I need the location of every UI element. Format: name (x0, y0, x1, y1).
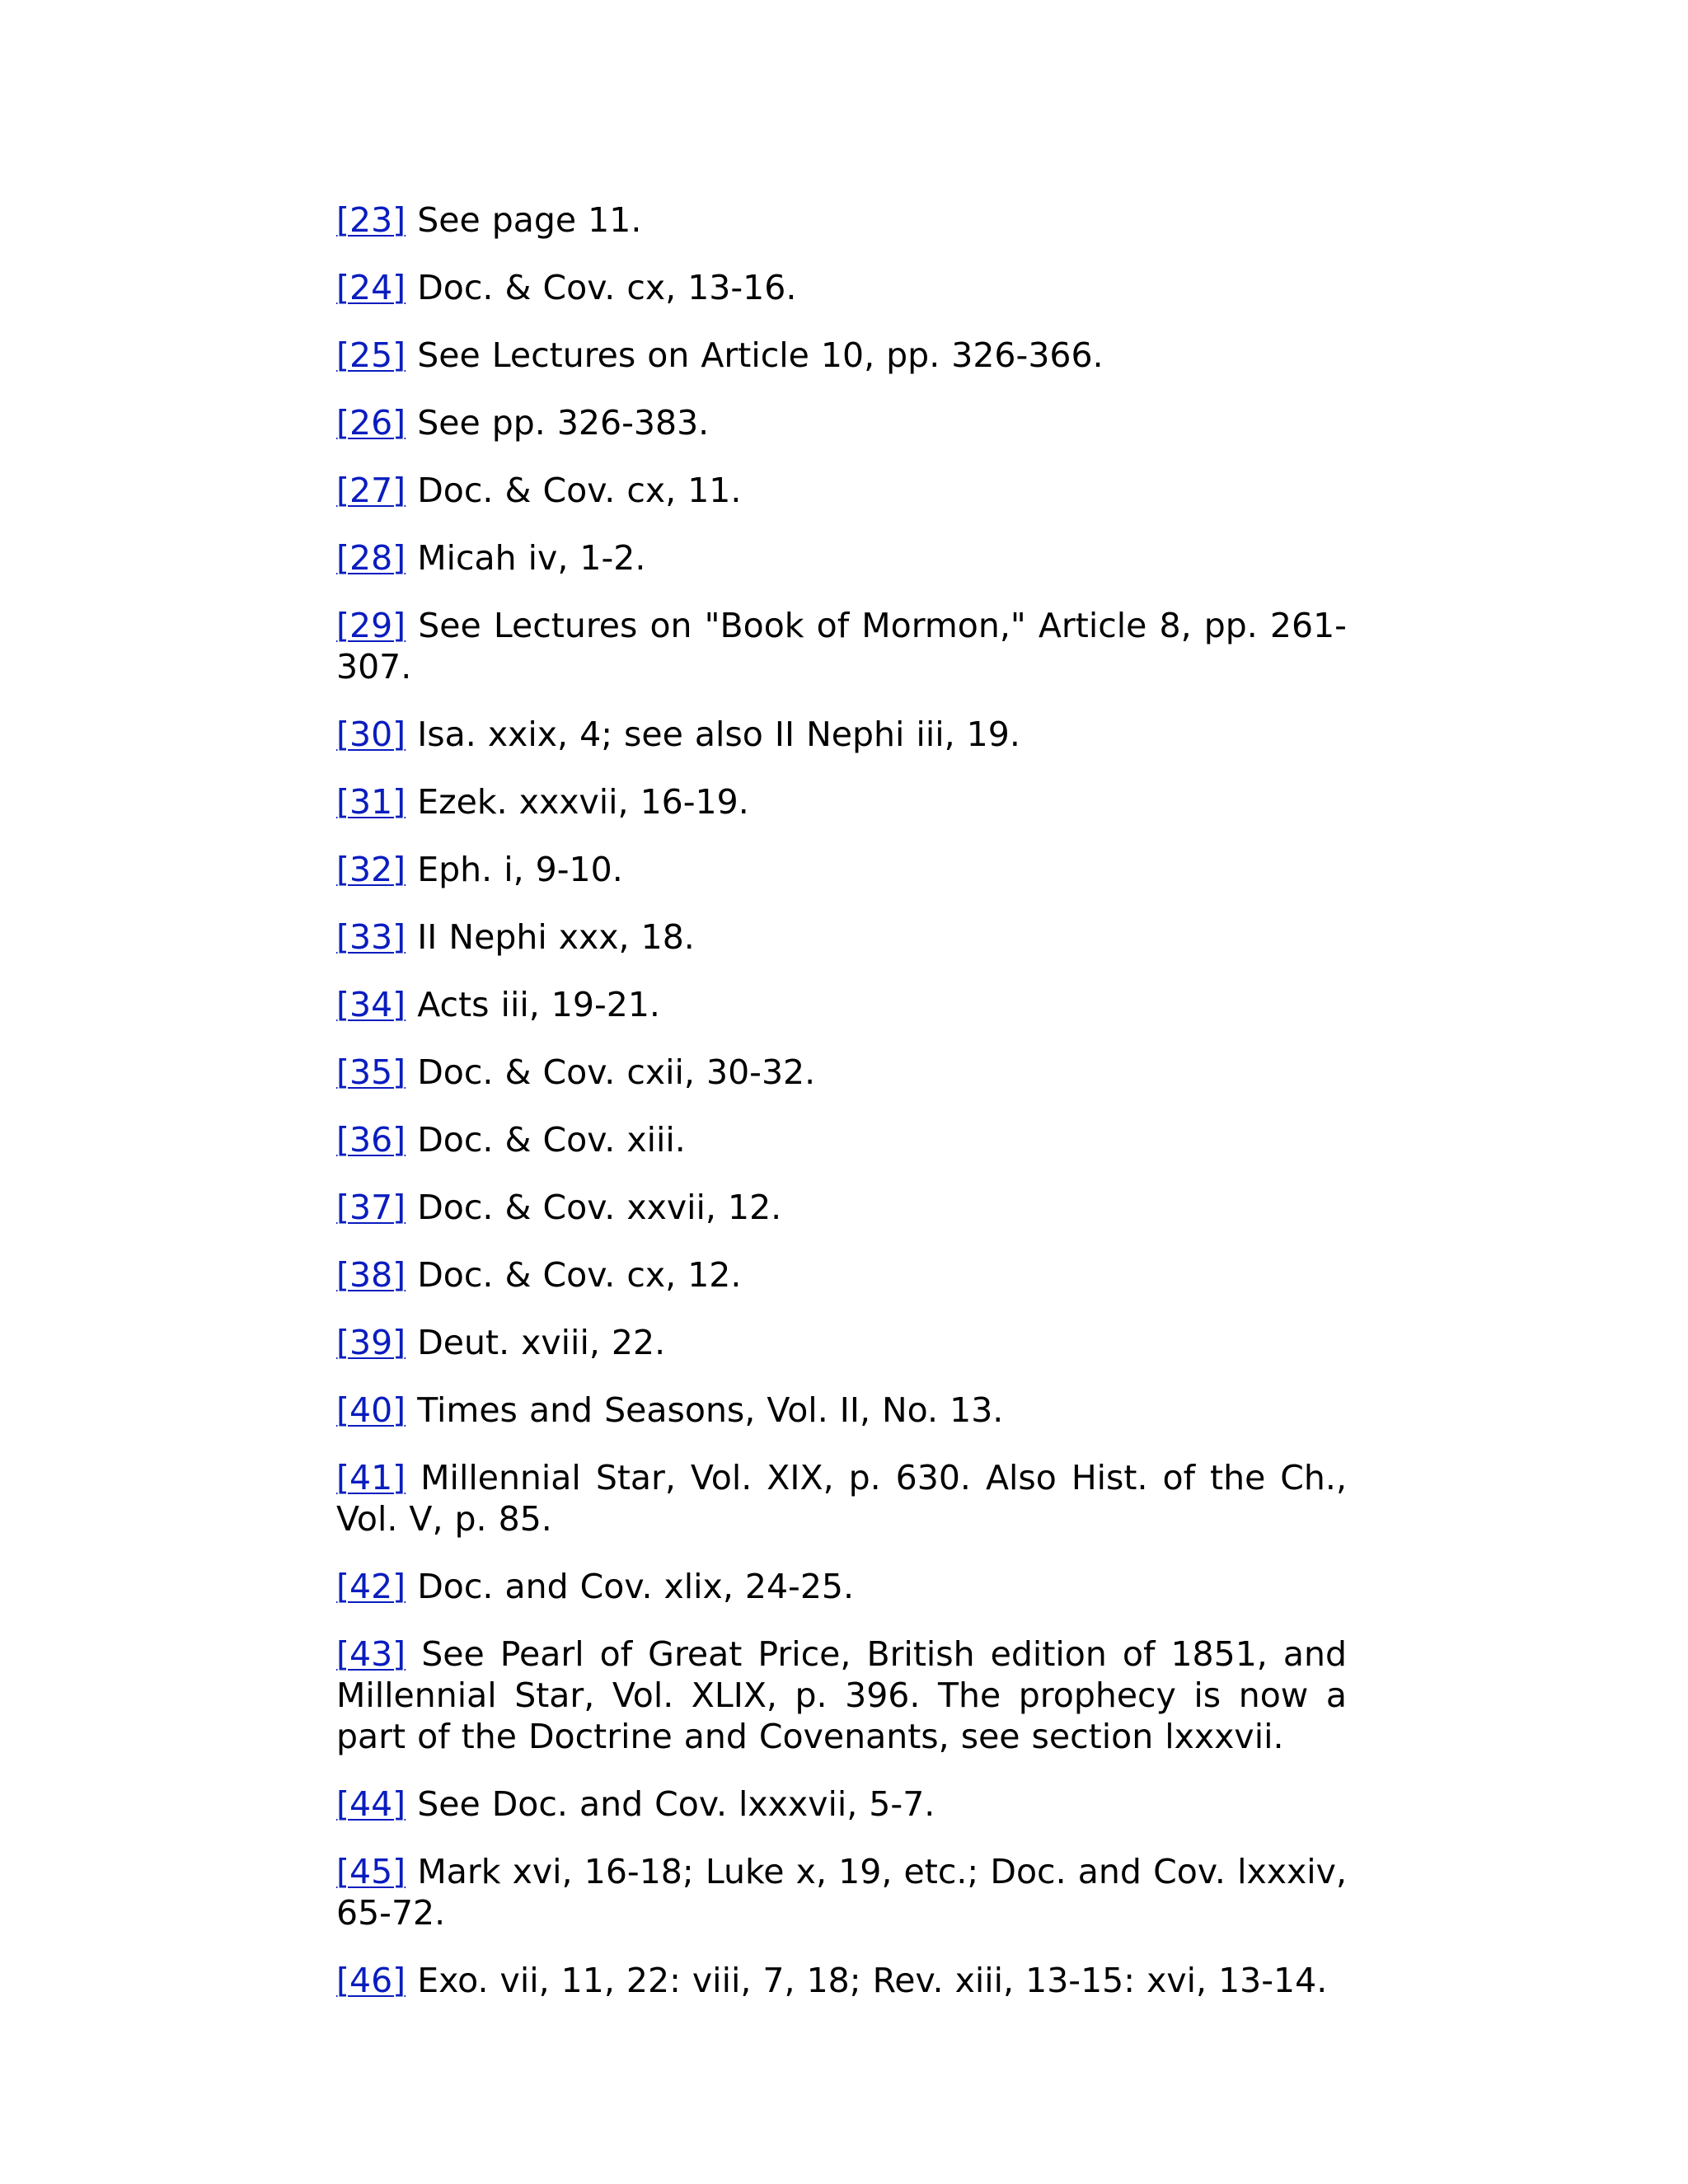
footnote (336, 1960, 1347, 2001)
footnote (336, 1052, 1347, 1093)
footnote-ref-link[interactable]: [25] (336, 335, 406, 375)
footnote (336, 402, 1347, 443)
footnote (336, 267, 1347, 308)
footnote-text: See pp. 326-383. (417, 403, 710, 443)
footnote-ref-link[interactable]: [38] (336, 1255, 406, 1295)
footnote-text: Times and Seasons, Vol. II, No. 13. (417, 1390, 1004, 1430)
footnote-ref-link[interactable]: [46] (336, 1961, 406, 2000)
footnote (336, 1119, 1347, 1160)
footnote-text: Ezek. xxxvii, 16-19. (417, 782, 749, 822)
footnote-text: Millennial Star, Vol. XIX, p. 630. Also Hist. of the Ch., Vol. V, p. 85. (336, 1458, 1347, 1539)
footnote-text: See Pearl of Great Price, British edition of 1851, and Millennial Star, Vol. XLIX, p. 396. The prophecy is now a part of the Doctrine and Covenants, see section lxxxvii. (336, 1634, 1347, 1756)
footnote-text: See Lectures on "Book of Mormon," Article 8, pp. 261-307. (336, 606, 1347, 687)
footnote-text: Doc. & Cov. cx, 11. (417, 471, 742, 510)
footnote-ref-link[interactable]: [39] (336, 1323, 406, 1362)
footnote-text: See Lectures on Article 10, pp. 326-366. (417, 335, 1104, 375)
footnote-ref-link[interactable]: [23] (336, 200, 406, 240)
footnote (336, 1851, 1347, 1933)
footnote (336, 1390, 1347, 1431)
footnote-ref-link[interactable]: [26] (336, 403, 406, 443)
footnote-ref-link[interactable]: [44] (336, 1784, 406, 1824)
footnote-ref-link[interactable]: [27] (336, 471, 406, 510)
footnote (336, 1254, 1347, 1296)
footnote-text: Doc. and Cov. xlix, 24-25. (417, 1567, 855, 1606)
footnote-text: Doc. & Cov. cx, 13-16. (417, 268, 797, 307)
footnote-text: Doc. & Cov. cxii, 30-32. (417, 1052, 816, 1092)
footnote (336, 1566, 1347, 1607)
footnote (336, 916, 1347, 958)
footnote-text: See page 11. (417, 200, 642, 240)
footnote-text: Exo. vii, 11, 22: viii, 7, 18; Rev. xiii, 13-15: xvi, 13-14. (417, 1961, 1328, 2000)
footnote-ref-link[interactable]: [31] (336, 782, 406, 822)
footnote-ref-link[interactable]: [41] (336, 1458, 406, 1497)
footnote-ref-link[interactable]: [45] (336, 1852, 406, 1891)
footnote-ref-link[interactable]: [36] (336, 1120, 406, 1160)
footnote-ref-link[interactable]: [42] (336, 1567, 406, 1606)
footnotes-list (336, 199, 1347, 2027)
footnote (336, 335, 1347, 376)
footnote-ref-link[interactable]: [28] (336, 538, 406, 578)
footnote-text: Doc. & Cov. xxvii, 12. (417, 1188, 782, 1227)
footnote-ref-link[interactable]: [24] (336, 268, 406, 307)
footnote-text: Deut. xviii, 22. (417, 1323, 666, 1362)
footnote-text: Isa. xxix, 4; see also II Nephi iii, 19. (417, 715, 1020, 754)
footnote (336, 1187, 1347, 1228)
footnote-text: Acts iii, 19-21. (417, 985, 660, 1024)
footnote (336, 849, 1347, 890)
footnote (336, 605, 1347, 687)
footnote-text: II Nephi xxx, 18. (417, 917, 695, 957)
footnote-ref-link[interactable]: [43] (336, 1634, 406, 1674)
footnote-text: Eph. i, 9-10. (417, 850, 623, 889)
footnote-ref-link[interactable]: [33] (336, 917, 406, 957)
footnote-ref-link[interactable]: [29] (336, 606, 406, 645)
footnote (336, 199, 1347, 241)
footnote (336, 1633, 1347, 1757)
footnote (336, 1457, 1347, 1540)
footnote-text: Doc. & Cov. cx, 12. (417, 1255, 742, 1295)
footnote-ref-link[interactable]: [30] (336, 715, 406, 754)
footnote (336, 714, 1347, 755)
footnote-ref-link[interactable]: [37] (336, 1188, 406, 1227)
footnote (336, 984, 1347, 1025)
footnote (336, 781, 1347, 823)
footnote-ref-link[interactable]: [40] (336, 1390, 406, 1430)
footnote (336, 537, 1347, 579)
footnote (336, 1783, 1347, 1825)
footnote (336, 1322, 1347, 1363)
footnote (336, 470, 1347, 511)
footnote-text: See Doc. and Cov. lxxxvii, 5-7. (417, 1784, 935, 1824)
footnote-text: Mark xvi, 16-18; Luke x, 19, etc.; Doc. and Cov. lxxxiv, 65-72. (336, 1852, 1347, 1933)
footnote-ref-link[interactable]: [35] (336, 1052, 406, 1092)
footnote-text: Micah iv, 1-2. (417, 538, 646, 578)
footnote-ref-link[interactable]: [32] (336, 850, 406, 889)
footnote-ref-link[interactable]: [34] (336, 985, 406, 1024)
footnote-text: Doc. & Cov. xiii. (417, 1120, 686, 1160)
